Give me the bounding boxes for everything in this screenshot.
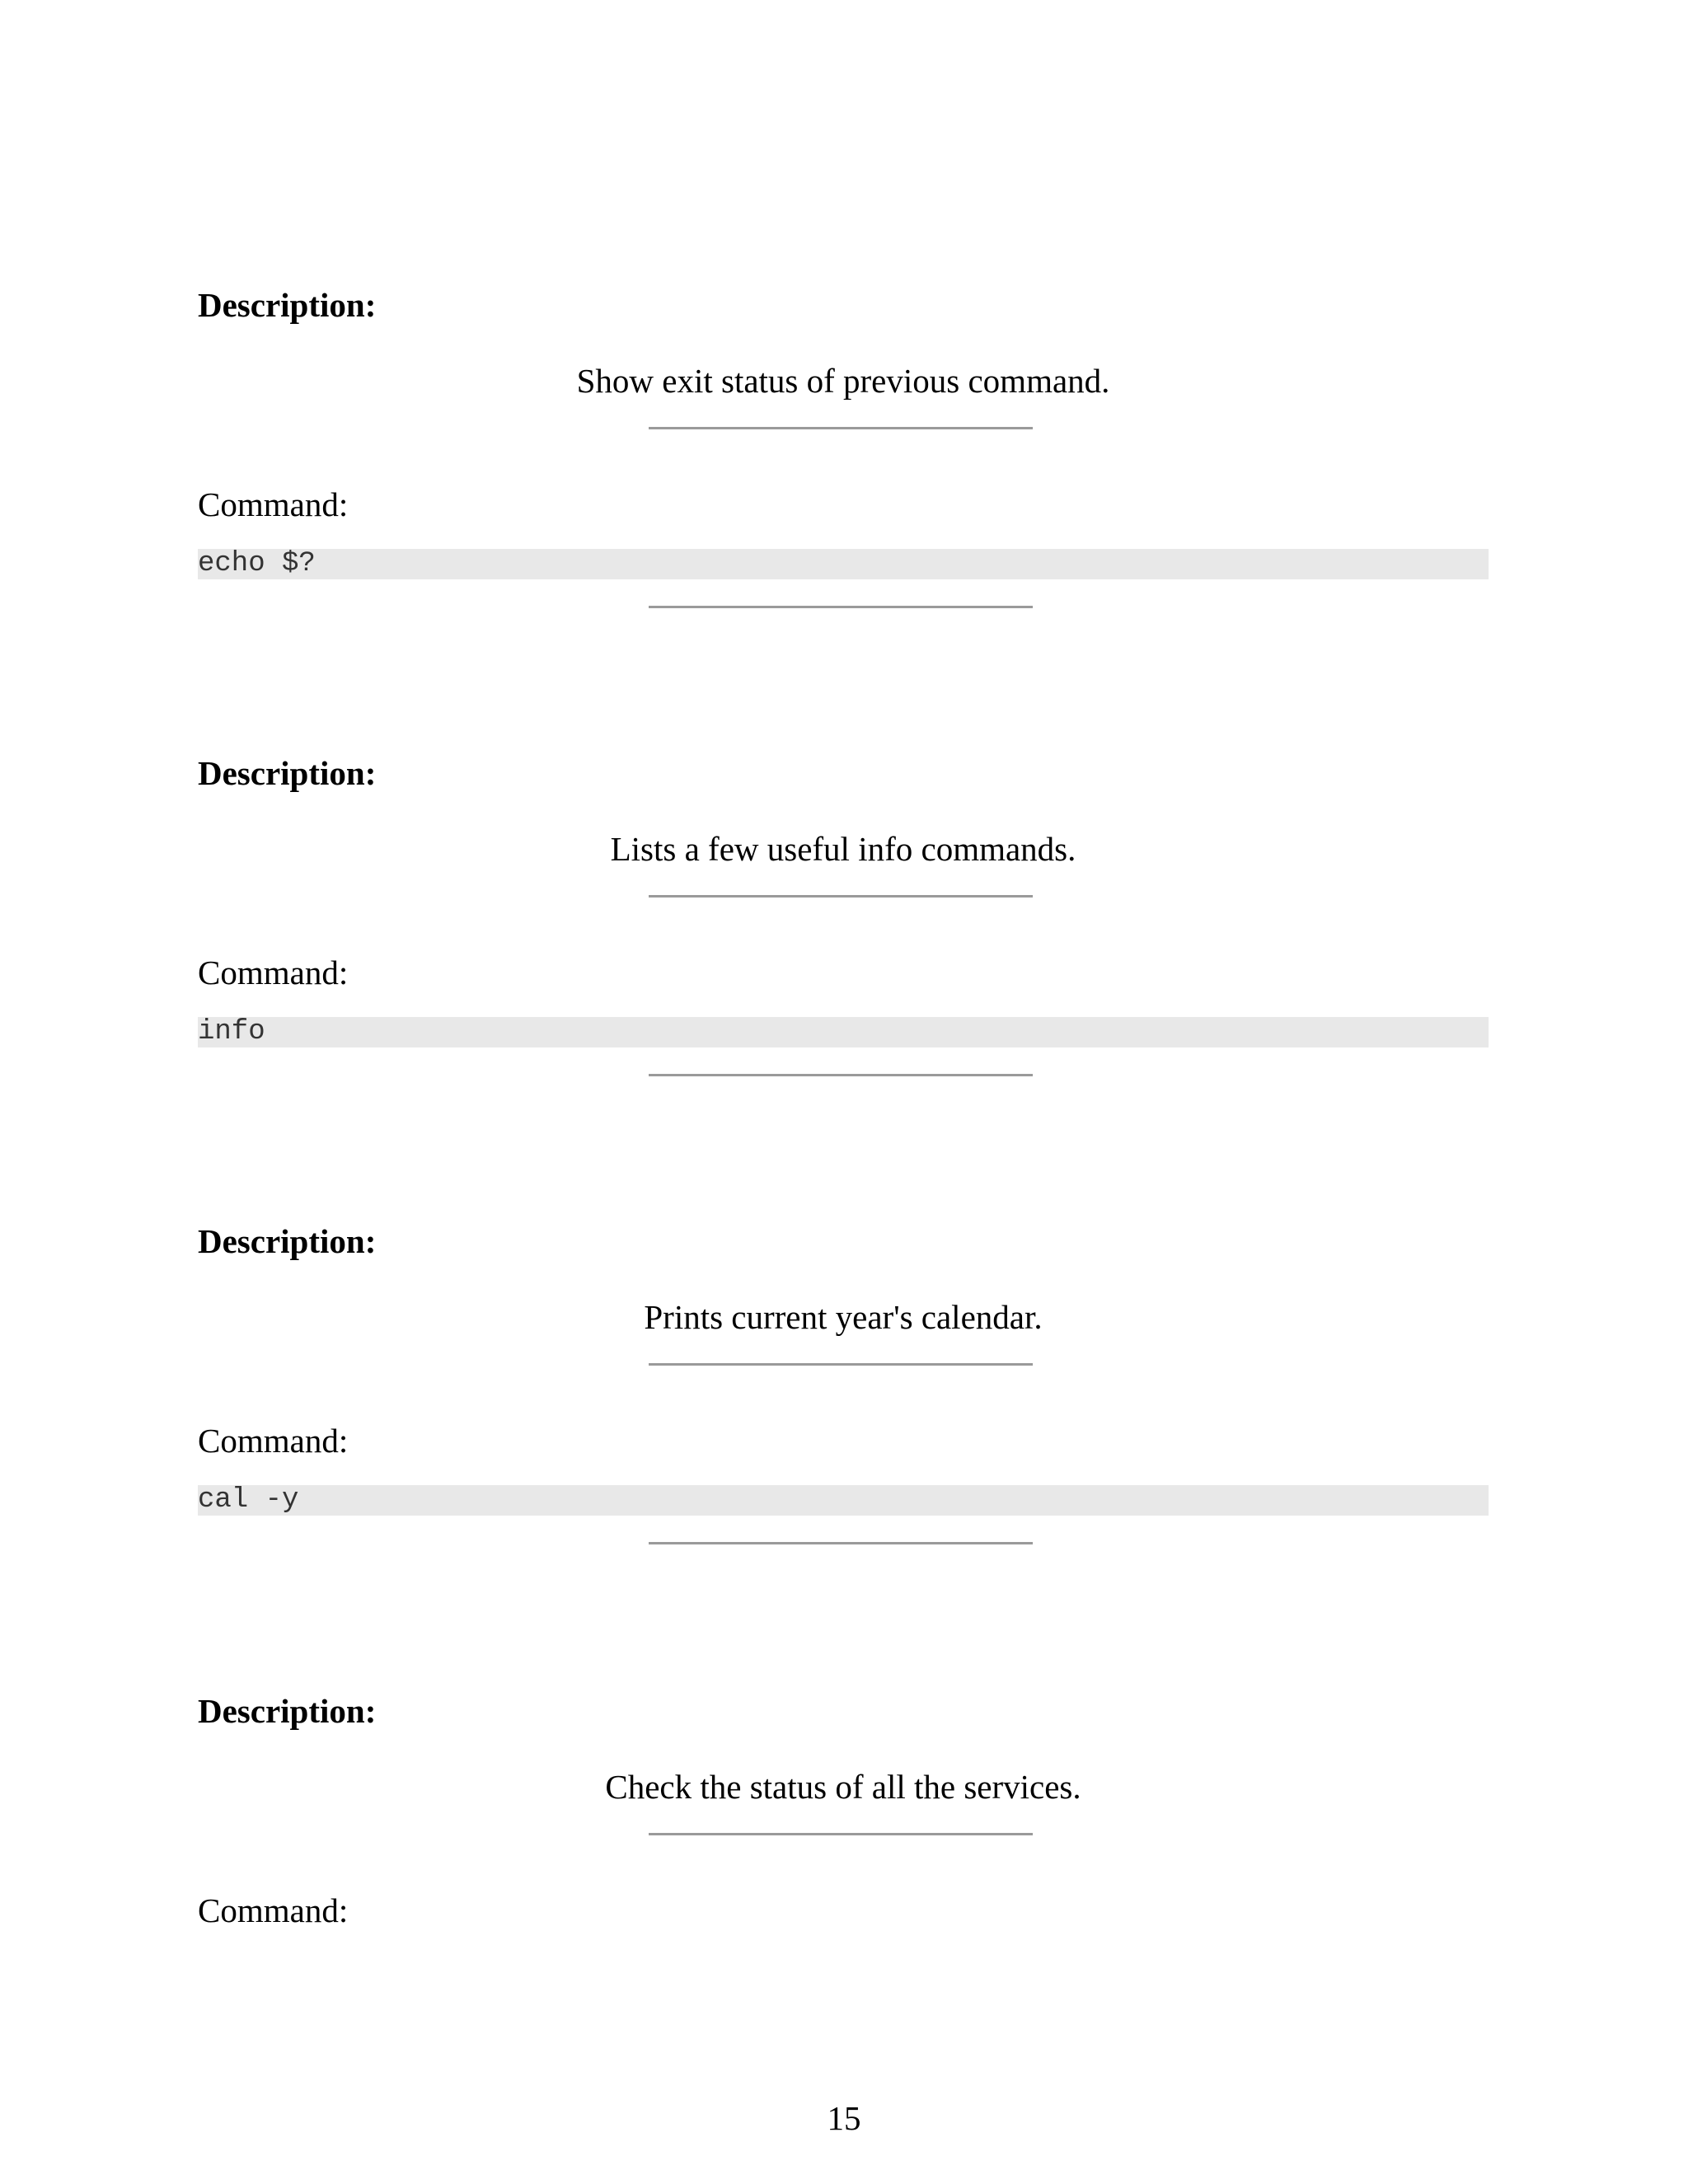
command-entry [198,280,1489,709]
separator-line [649,1833,1033,1835]
command-code-block: info [198,1017,1489,1047]
command-entry [198,1216,1489,1645]
description-text: Show exit status of previous command. [576,362,1110,400]
command-label: Command: [198,1422,349,1460]
command-code-block: cal -y [198,1485,1489,1516]
separator-line [649,427,1033,429]
separator-line [649,895,1033,898]
command-label: Command: [198,1891,349,1929]
description-label: Description: [198,286,377,324]
separator-line [649,1363,1033,1366]
description-text: Prints current year's calendar. [644,1298,1043,1336]
description-label: Description: [198,1222,377,1260]
separator-line [649,1074,1033,1076]
description-label: Description: [198,754,377,792]
separator-line [649,1542,1033,1544]
separator-line [649,606,1033,608]
command-entry [198,748,1489,1177]
command-label: Command: [198,954,349,991]
description-text: Lists a few useful info commands. [610,830,1076,868]
description-text: Check the status of all the services. [605,1768,1081,1806]
description-label: Description: [198,1692,377,1730]
command-code-block: echo $? [198,549,1489,579]
command-entry [198,1686,1489,2115]
command-label: Command: [198,485,349,523]
page-number: 15 [827,2099,861,2137]
